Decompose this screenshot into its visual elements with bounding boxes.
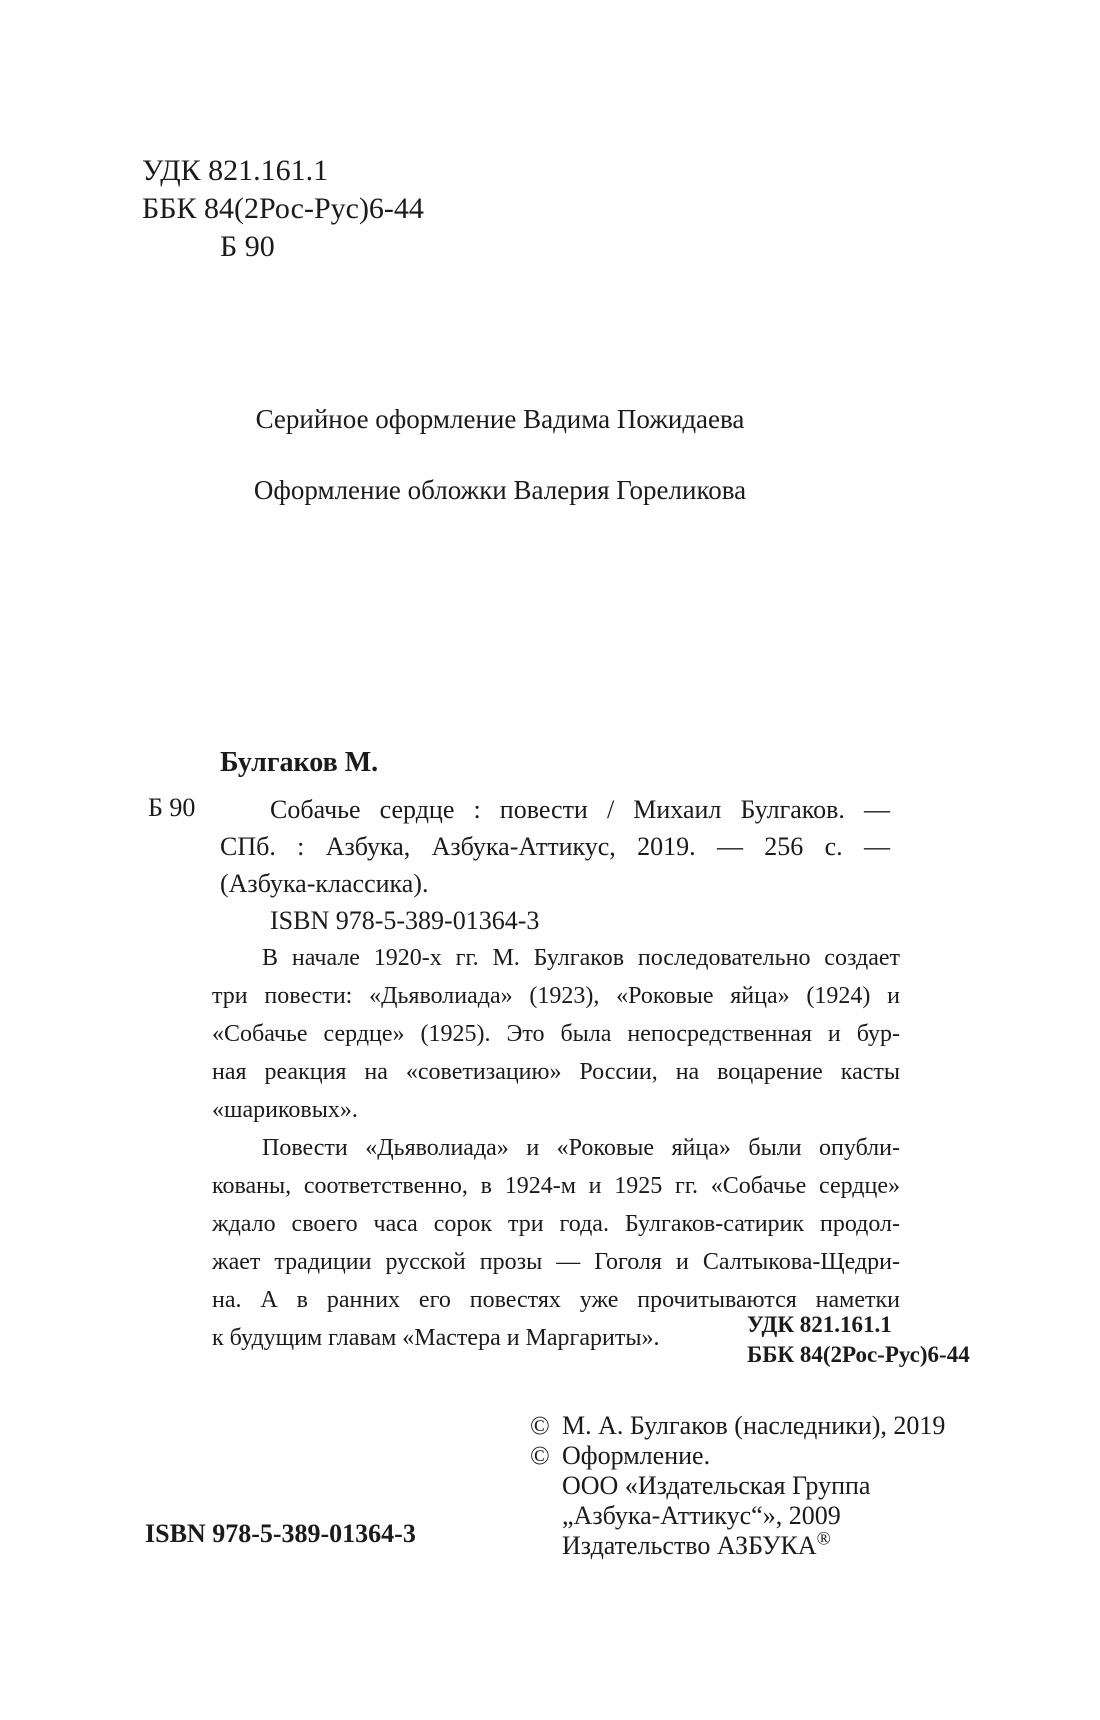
design-credits (160, 404, 840, 506)
annotation-line: три повести: «Дьяволиада» (1923), «Роковые яйца» (1924) и (212, 983, 900, 1009)
publisher-group-line2: „Азбука-Аттикус“», 2009 (562, 1501, 841, 1530)
catalog-line: СПб. : Азбука, Азбука-Аттикус, 2019. — 256 с. — (220, 832, 890, 861)
bbk-code: ББК 84(2Рос-Рус)6-44 (142, 192, 424, 225)
series-design-credit: Серийное оформление Вадима Пожидаева (255, 404, 745, 434)
annotation-line: к будущим главам «Мастера и Маргариты». (212, 1325, 660, 1351)
annotation-line: на. А в ранних его повестях уже прочитываются наметки (212, 1287, 900, 1313)
annotation-line: ждало своего часа сорок три года. Булгаков-сатирик продол- (212, 1211, 900, 1237)
registered-trademark-mark: ® (816, 1528, 831, 1550)
cover-design-credit: Оформление обложки Валерия Гореликова (253, 475, 747, 505)
publisher-name: Издательство АЗБУКА® (562, 1528, 831, 1560)
copyright-design: Оформление. (562, 1441, 711, 1470)
classification-codes-bold (747, 1310, 970, 1370)
copyright-holder: М. А. Булгаков (наследники), 2019 (562, 1411, 946, 1440)
bbk-code-bold: ББК 84(2Рос-Рус)6-44 (747, 1342, 970, 1367)
annotation-line: В начале 1920-х гг. М. Булгаков последовательно создает (262, 945, 900, 971)
catalog-entry (220, 791, 890, 939)
top-classification-block (142, 152, 424, 266)
catalog-line: Собачье сердце : повести / Михаил Булгаков. — (270, 795, 890, 824)
annotation-line: ная реакция на «советизацию» России, на воцарение касты (212, 1059, 900, 1085)
annotation-line: кованы, соответственно, в 1924-м и 1925 гг. «Собачье сердце» (212, 1173, 900, 1199)
annotation-block (212, 939, 900, 1357)
udk-code: УДК 821.161.1 (142, 154, 329, 187)
udk-code-bold: УДК 821.161.1 (747, 1312, 892, 1337)
annotation-line: жает традиции русской прозы — Гоголя и Салтыкова-Щедри- (212, 1249, 900, 1275)
copyright-symbol: © (530, 1441, 550, 1470)
copyright-symbol: © (530, 1411, 550, 1440)
catalog-line: (Азбука-классика). (220, 869, 429, 898)
catalog-author: Булгаков М. (220, 747, 379, 778)
author-sign-code: Б 90 (220, 230, 275, 263)
copyright-block (530, 1411, 945, 1561)
annotation-line: Повести «Дьяволиада» и «Роковые яйца» были опубли- (262, 1135, 900, 1161)
isbn-bottom: ISBN 978-5-389-01364-3 (145, 1519, 416, 1548)
catalog-author-code: Б 90 (148, 793, 196, 822)
catalog-isbn: ISBN 978-5-389-01364-3 (270, 906, 540, 935)
publisher-group-line: ООО «Издательская Группа (562, 1471, 871, 1500)
annotation-line: «Собачье сердце» (1925). Это была непосредственная и бур- (212, 1021, 900, 1047)
annotation-line: «шариковых». (212, 1097, 358, 1123)
